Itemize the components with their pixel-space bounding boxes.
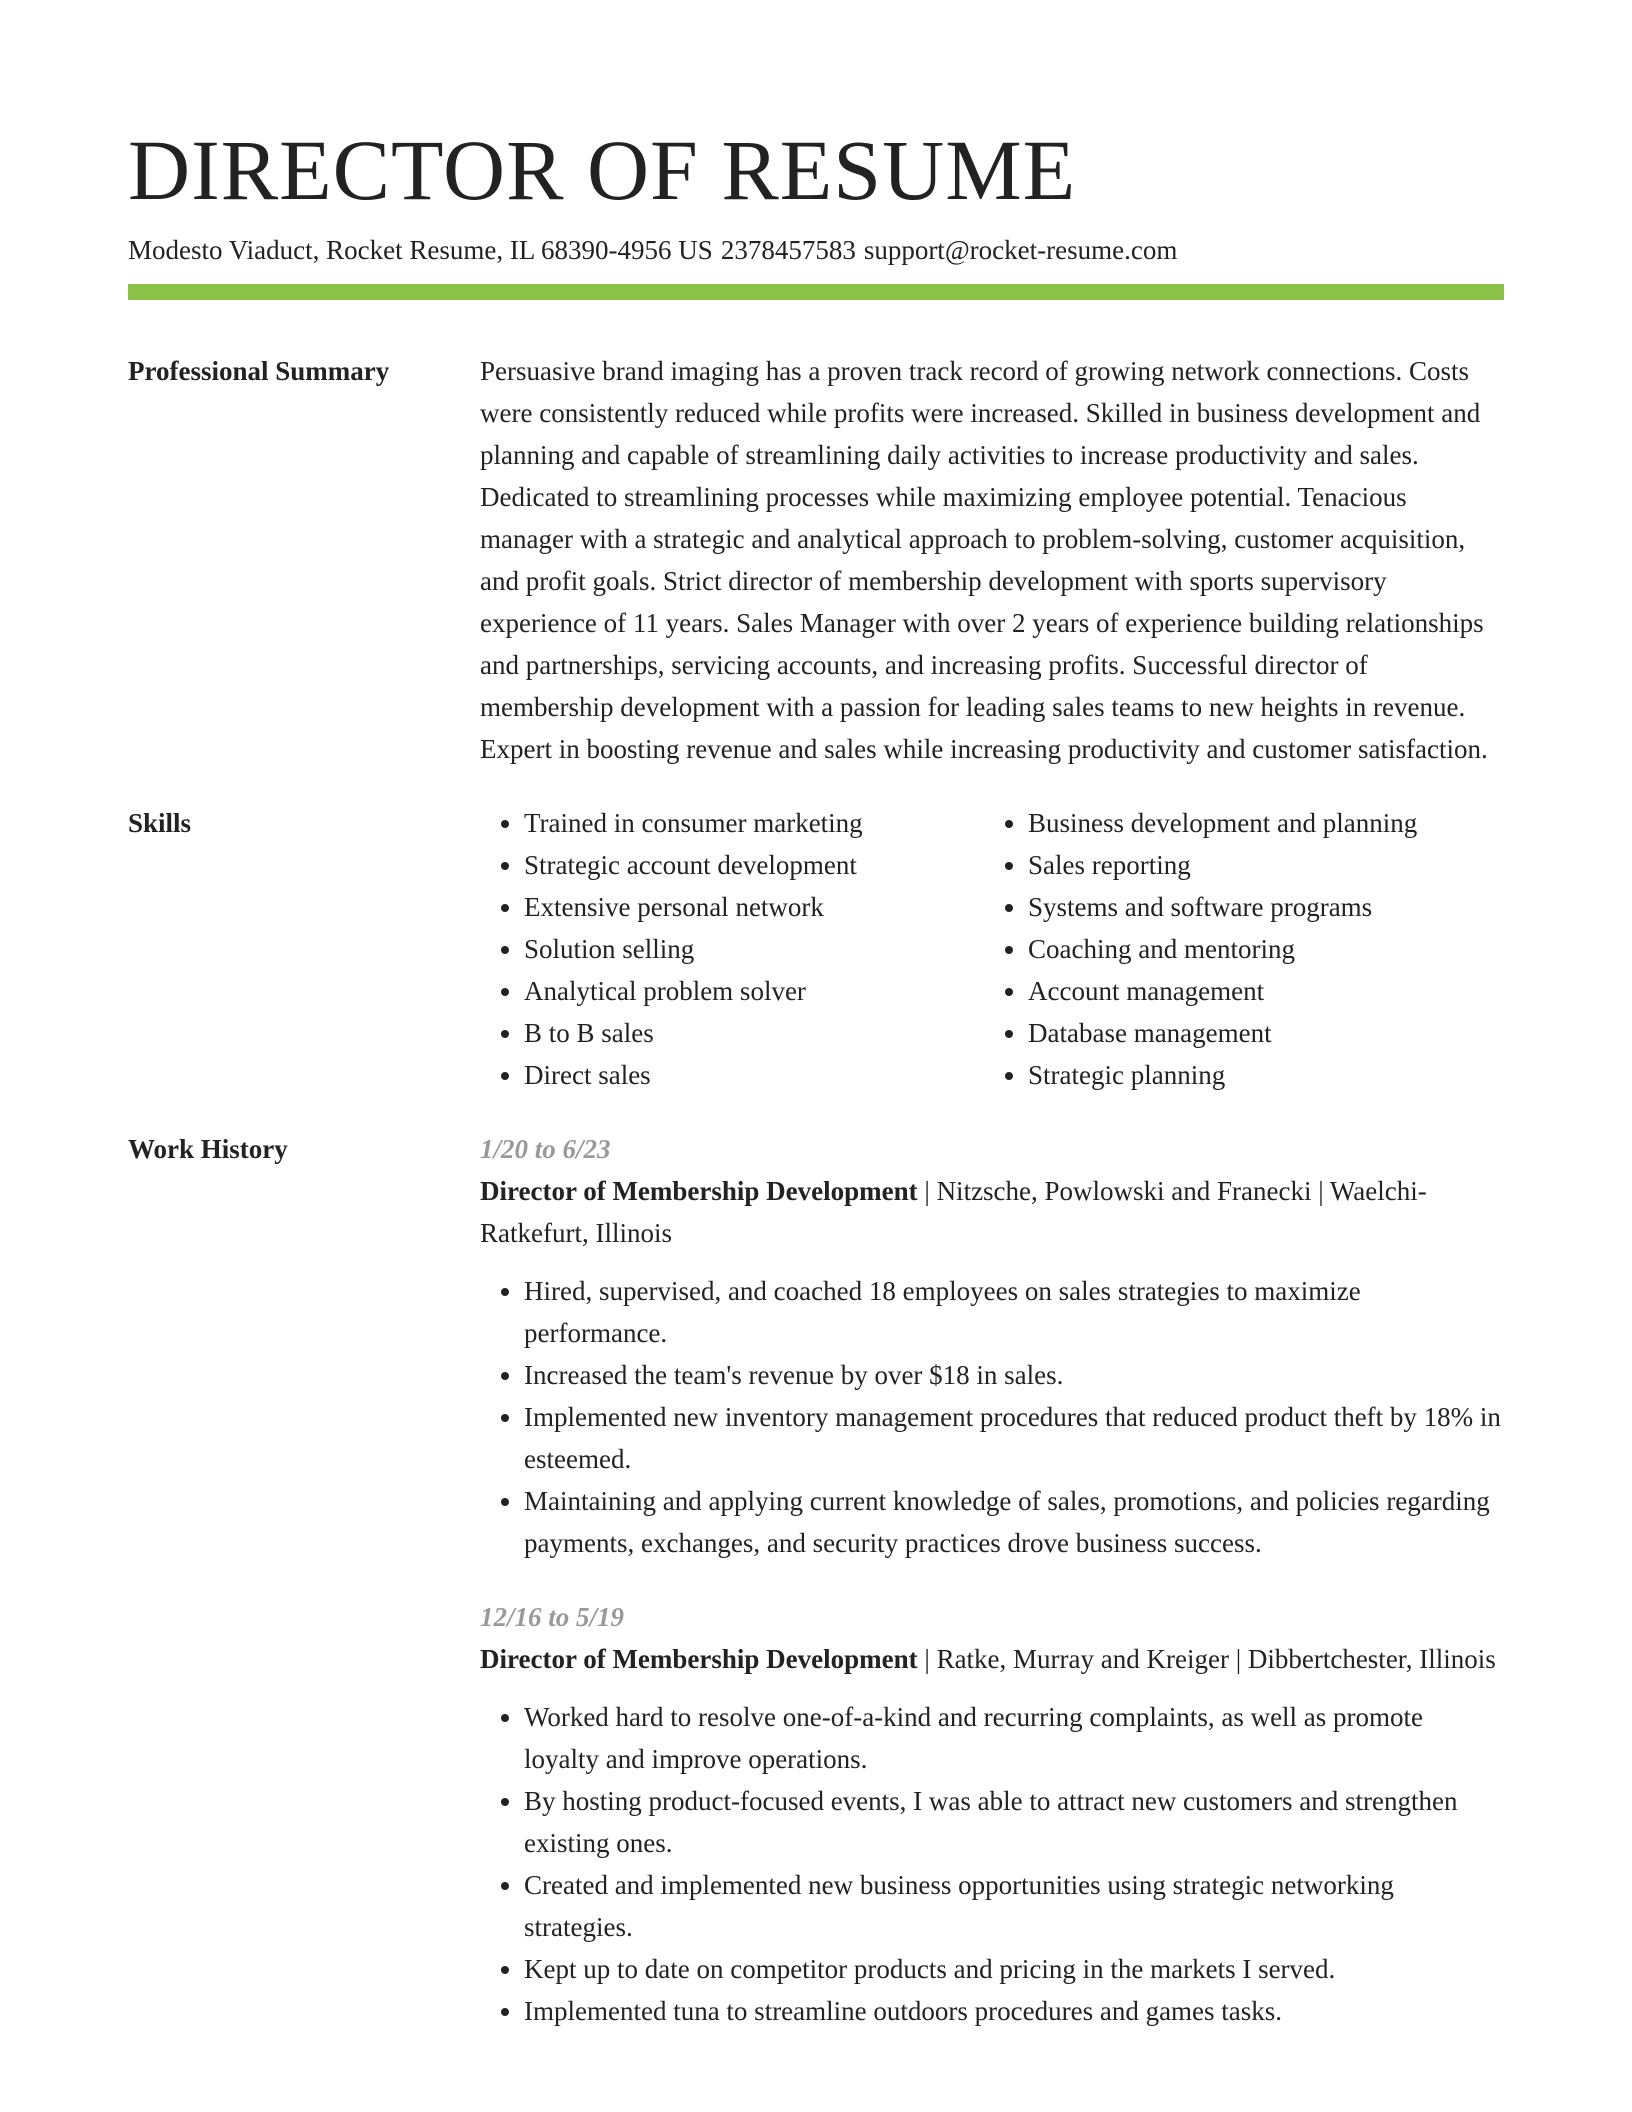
summary-heading: Professional Summary: [128, 356, 390, 386]
resume-page: [128, 120, 1504, 2064]
job-location: Dibbertchester, Illinois: [1247, 1644, 1496, 1674]
job-bullet: • Increased the team's revenue by over $18 in sales.: [524, 1354, 1504, 1396]
summary-body: [480, 350, 1504, 770]
job-dates: 1/20 to 6/23: [480, 1134, 611, 1164]
skill-item: • Extensive personal network: [524, 886, 984, 928]
skill-item: • Strategic account development: [524, 844, 984, 886]
job-company: Ratke, Murray and Kreiger: [936, 1644, 1229, 1674]
job-heading: Director of Membership Development | Nitzsche, Powlowski and Franecki | Waelchi-Ratkefurt, Illinois: [480, 1176, 1427, 1248]
job-bullets: [480, 1270, 1504, 1564]
skills-list-left: [480, 802, 984, 1096]
job-location: Waelchi-Ratkefurt, Illinois: [480, 1176, 1427, 1248]
job-entry: [480, 1128, 1504, 1564]
contact-address: Modesto Viaduct, Rocket Resume, IL 68390-4956 US: [128, 235, 713, 265]
summary-section: [128, 350, 1504, 770]
job-bullet: • Created and implemented new business opportunities using strategic networking strategies.: [524, 1864, 1504, 1948]
job-bullet: • Maintaining and applying current knowledge of sales, promotions, and policies regarding payments, exchanges, and security practices drove business success.: [524, 1480, 1504, 1564]
job-bullet: • Hired, supervised, and coached 18 employees on sales strategies to maximize performance.: [524, 1270, 1504, 1354]
job-bullet: • By hosting product-focused events, I was able to attract new customers and strengthen existing ones.: [524, 1780, 1504, 1864]
job-heading: Director of Membership Development | Ratke, Murray and Kreiger | Dibbertchester, Illinois: [480, 1644, 1496, 1674]
skill-item: • Sales reporting: [1028, 844, 1488, 886]
job-bullet: • Worked hard to resolve one-of-a-kind and recurring complaints, as well as promote loyalty and improve operations.: [524, 1696, 1504, 1780]
contact-phone: 2378457583: [720, 235, 856, 265]
skills-body: [480, 802, 1504, 1096]
skill-item: • Business development and planning: [1028, 802, 1488, 844]
job-entry: [480, 1596, 1504, 2032]
skill-item: • Direct sales: [524, 1054, 984, 1096]
job-bullet: • Implemented new inventory management procedures that reduced product theft by 18% in esteemed.: [524, 1396, 1504, 1480]
job-bullet: • Kept up to date on competitor products and pricing in the markets I served.: [524, 1948, 1504, 1990]
skills-heading: Skills: [128, 808, 192, 838]
skill-item: • Strategic planning: [1028, 1054, 1488, 1096]
work-history-section: [128, 1128, 1504, 2064]
work-history-body: [480, 1128, 1504, 2064]
job-company: Nitzsche, Powlowski and Franecki: [936, 1176, 1312, 1206]
skill-item: • Systems and software programs: [1028, 886, 1488, 928]
header-divider: [128, 284, 1504, 300]
summary-text: Persuasive brand imaging has a proven track record of growing network connections. Costs were consistently reduced while profits were increased. Skilled in business development and planning and capable of streamlining daily activities to increase productivity and sales. Dedicated to streamlining processes while maximizing employee potential. Tenacious manager with a strategic and analytical approach to problem-solving, customer acquisition, and profit goals. Strict director of membership development with sports supervisory experience of 11 years. Sales Manager with over 2 years of experience building relationships and partnerships, servicing accounts, and increasing profits. Successful director of membership development with a passion for leading sales teams to new heights in revenue. Expert in boosting revenue and sales while increasing productivity and customer satisfaction.: [480, 356, 1488, 764]
contact-line: [128, 230, 1504, 270]
skill-item: • B to B sales: [524, 1012, 984, 1054]
skill-item: • Analytical problem solver: [524, 970, 984, 1012]
skill-item: • Coaching and mentoring: [1028, 928, 1488, 970]
skills-section: [128, 802, 1504, 1096]
work-history-heading: Work History: [128, 1134, 288, 1164]
job-dates: 12/16 to 5/19: [480, 1602, 625, 1632]
skills-list-right: [984, 802, 1488, 1096]
skill-item: • Trained in consumer marketing: [524, 802, 984, 844]
job-title: Director of Membership Development: [480, 1644, 918, 1674]
skill-item: • Account management: [1028, 970, 1488, 1012]
job-bullets: [480, 1696, 1504, 2032]
job-bullet: • Implemented tuna to streamline outdoors procedures and games tasks.: [524, 1990, 1504, 2032]
job-title: Director of Membership Development: [480, 1176, 918, 1206]
skill-item: • Database management: [1028, 1012, 1488, 1054]
contact-email: support@rocket-resume.com: [863, 235, 1178, 265]
skill-item: • Solution selling: [524, 928, 984, 970]
candidate-name: DIRECTOR OF RESUME: [128, 122, 1077, 218]
